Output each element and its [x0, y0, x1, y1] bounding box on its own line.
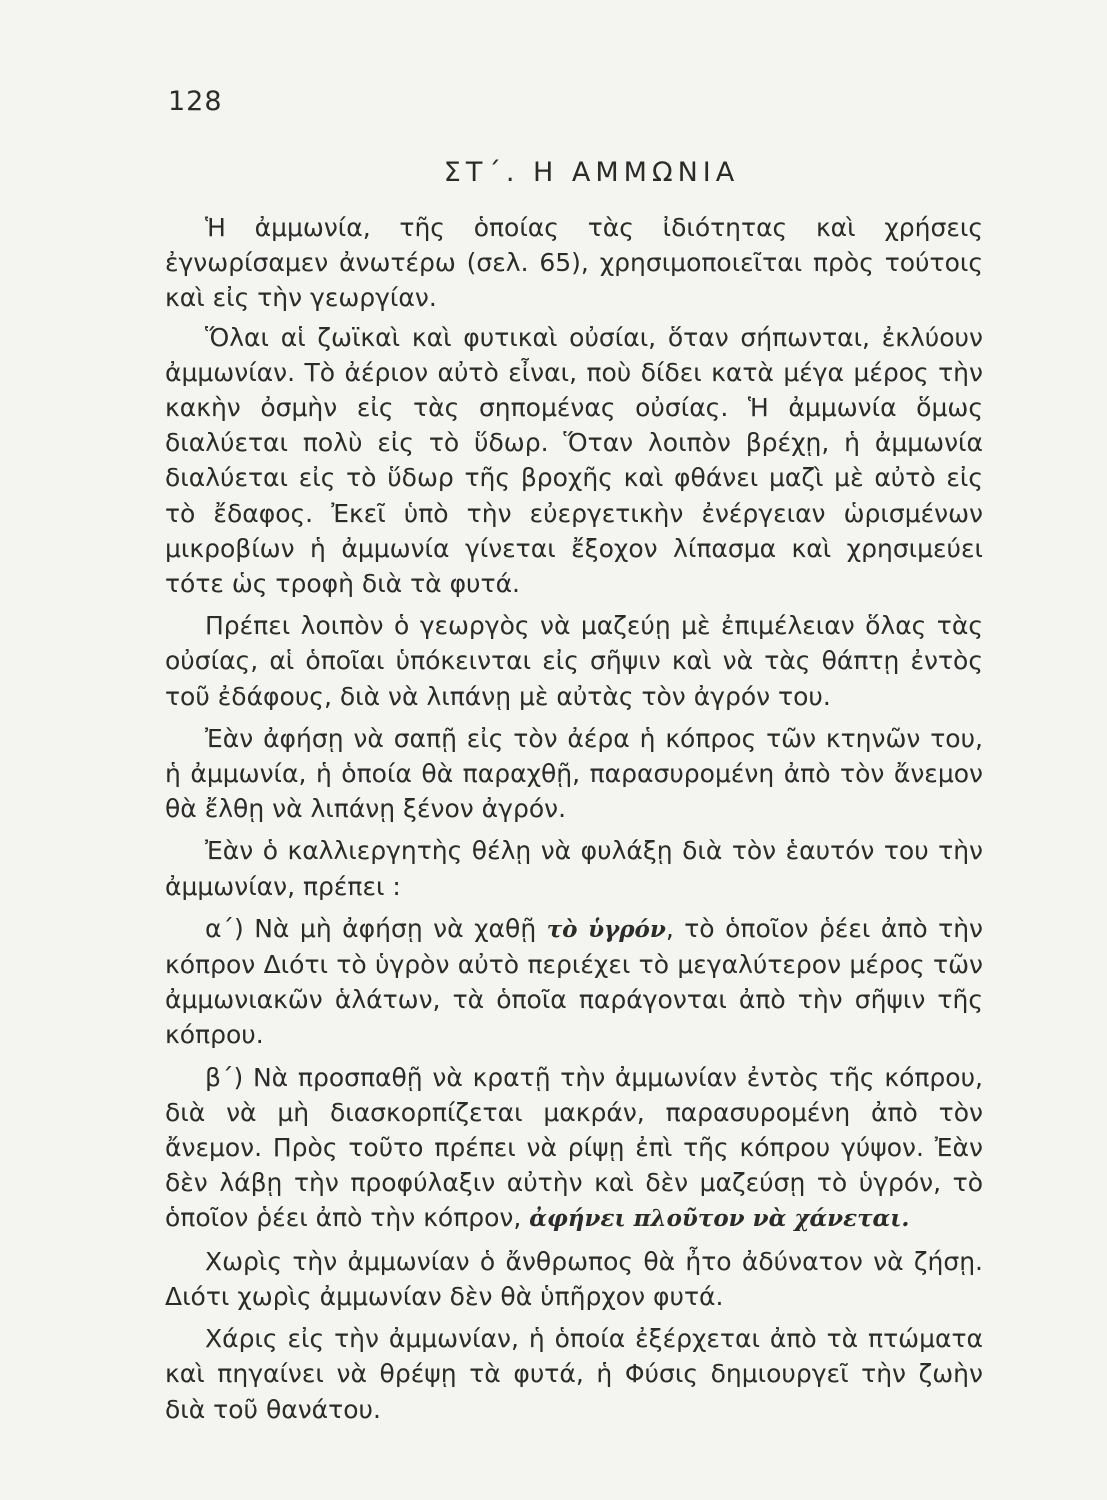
paragraph-farmer: Πρέπει λοιπὸν ὁ γεωργὸς νὰ μαζεύῃ μὲ ἐπιμέλειαν ὅλας τὰς οὐσίας, αἱ ὁποῖαι ὑπόκεινται εἰς σῆψιν καὶ νὰ τὰς θάπτῃ ἐντὸς τοῦ ἐδάφους, διὰ νὰ λιπάνῃ μὲ αὐτὰς τὸν ἀγρόν του.	[165, 611, 983, 711]
page-number: 128	[168, 86, 223, 117]
list-item-b	[165, 1060, 983, 1237]
paragraph-nature: Χάρις εἰς τὴν ἀμμωνίαν, ἡ ὁποία ἐξέρχεται ἀπὸ τὰ πτώματα καὶ πηγαίνει νὰ θρέψῃ τὰ φυτά, ἡ Φύσις δημιουργεῖ τὴν ζωὴν διὰ τοῦ θανάτου.	[165, 1324, 983, 1424]
list-item-a	[165, 911, 983, 1053]
list-item-a-rest: , τὸ ὁποῖον ῥέει ἀπὸ τὴν κόπρον Διότι τὸ ὑγρὸν αὐτὸ περιέχει τὸ μεγαλύτερον μέρος τῶν ἀμμωνιακῶν ἁλάτων, τὰ ὁποῖα παράγονται ἀπὸ τὴν σῆψιν τῆς κόπρου.	[165, 913, 984, 1050]
list-item-b-text: β΄) Νὰ προσπαθῇ νὰ κρατῇ τὴν ἀμμωνίαν ἐντὸς τῆς κόπρου, διὰ νὰ μὴ διασκορπίζεται μακράν, παρασυρομένη ἀπὸ τὸν ἄνεμον. Πρὸς τοῦτο πρέπει νὰ ρίψῃ ἐπὶ τῆς κόπρου γύψον. Ἐὰν δὲν λάβῃ τὴν προφύλαξιν αὐτὴν καὶ δὲν μαζεύσῃ τὸ ὑγρόν, τὸ ὁποῖον ῥέει ἀπὸ τὴν κόπρον,	[165, 1062, 983, 1233]
list-item-a-emphasis: τὸ ὑγρόν	[546, 915, 666, 943]
paragraph-life: Χωρὶς τὴν ἀμμωνίαν ὁ ἄνθρωπος θὰ ἦτο ἀδύνατον νὰ ζήσῃ. Διότι χωρὶς ἀμμωνίαν δὲν θὰ ὑπῆρχον φυτά.	[165, 1246, 983, 1311]
paragraph-preserve: Ἐὰν ὁ καλλιεργητὴς θέλῃ νὰ φυλάξῃ διὰ τὸν ἑαυτόν του τὴν ἀμμωνίαν, πρέπει :	[165, 836, 983, 901]
list-item-a-text: α΄) Νὰ μὴ ἀφήσῃ νὰ χαθῇ	[205, 913, 547, 943]
chapter-title: ΣΤ΄. Η ΑΜΜΩΝΙΑ	[443, 157, 740, 188]
paragraph-decay: Ὅλαι αἱ ζωϊκαὶ καὶ φυτικαὶ οὐσίαι, ὅταν σήπωνται, ἐκλύουν ἀμμωνίαν. Τὸ ἀέριον αὐτὸ εἶναι, ποὺ δίδει κατὰ μέγα μέρος τὴν κακὴν ὀσμὴν εἰς τὰς σηπομένας οὐσίας. Ἡ ἀμμωνία ὅμως διαλύεται πολὺ εἰς τὸ ὕδωρ. Ὅταν λοιπὸν βρέχῃ, ἡ ἀμμωνία διαλύεται εἰς τὸ ὕδωρ τῆς βροχῆς καὶ φθάνει μαζὶ μὲ αὐτὸ εἰς τὸ ἔδαφος. Ἐκεῖ ὑπὸ τὴν εὐεργετικὴν ἐνέργειαν ὡρισμένων μικροβίων ἡ ἀμμωνία γίνεται ἔξοχον λίπασμα καὶ χρησιμεύει τότε ὡς τροφὴ διὰ τὰ φυτά.	[165, 322, 983, 599]
body-text	[165, 210, 983, 1434]
paragraph-intro: Ἡ ἀμμωνία, τῆς ὁποίας τὰς ἰδιότητας καὶ χρήσεις ἐγνωρίσαμεν ἀνωτέρω (σελ. 65), χρησιμοποιεῖται πρὸς τούτοις καὶ εἰς τὴν γεωργίαν.	[165, 213, 983, 313]
list-item-b-emphasis: ἀφήνει πλοῦτον νὰ χάνεται.	[529, 1205, 910, 1233]
paragraph-manure-air: Ἐὰν ἀφήσῃ νὰ σαπῇ εἰς τὸν ἀέρα ἡ κόπρος τῶν κτηνῶν του, ἡ ἀμμωνία, ἡ ὁποία θὰ παραχθῇ, παρασυρομένη ἀπὸ τὸν ἄνεμον θὰ ἔλθῃ νὰ λιπάνῃ ξένον ἀγρόν.	[165, 723, 983, 824]
